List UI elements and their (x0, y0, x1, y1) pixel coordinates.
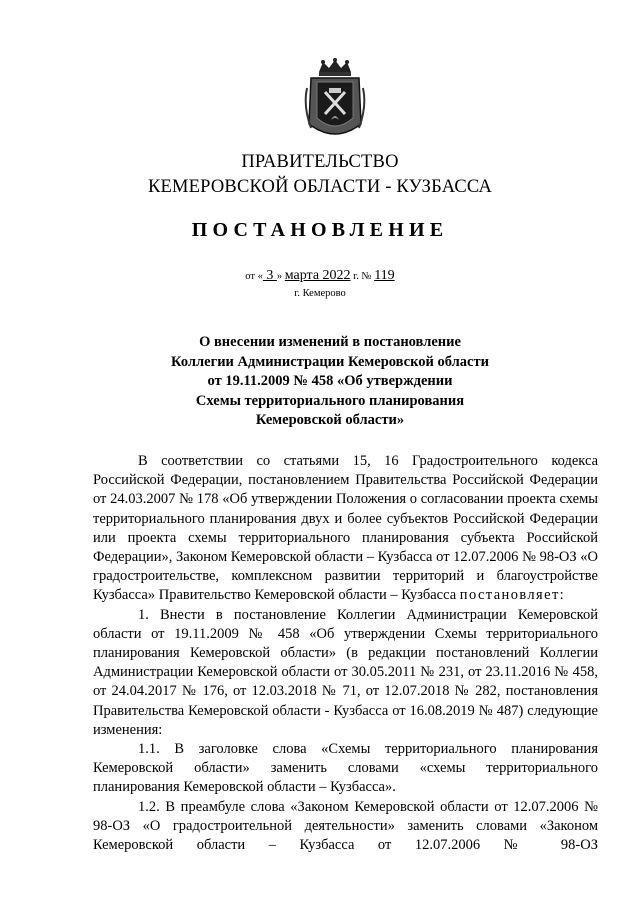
government-title-line2: КЕМЕРОВСКОЙ ОБЛАСТИ - КУЗБАССА (147, 177, 493, 197)
coat-of-arms-emblem (301, 58, 369, 144)
date-number-line (0, 268, 640, 284)
preamble-text: В соответствии со статьями 15, 16 Градостроительного кодекса Российской Федерации, постановлением Правительства Российской Федерации от 24.03.2007 № 178 «Об утверждении Положения о согласовании проекта схемы территориального планирования двух и более субъектов Российской Федерации или проекта схемы территориального планирования субъекта Российской Федерации», Законом Кемеровской области – Кузбасса от 12.07.2006 № 98-ОЗ «О градостроительстве, комплексном развитии территорий и благоустройстве Кузбасса» Правительство Кемеровской области – Кузбасса (93, 453, 598, 604)
government-title-line1: ПРАВИТЕЛЬСТВО (241, 152, 399, 172)
decree-word: постановляет: (459, 587, 566, 604)
document-number: 119 (374, 268, 395, 283)
city-label: г. Кемерово (294, 288, 346, 299)
date-day: 3 (262, 268, 277, 283)
subject-line: от 19.11.2009 № 458 «Об утверждении (207, 373, 453, 389)
document-type-heading: ПОСТАНОВЛЕНИЕ (191, 219, 449, 241)
document-subject (10, 333, 640, 431)
paragraph-1-2: 1.2. В преамбуле слова «Законом Кемеровской области от 12.07.2006 № 98-ОЗ «О градостроительной деятельности» заменить словами «Законом Кемеровской области – Кузбасса от 12.07.2006 № 98-ОЗ (93, 798, 598, 854)
subject-line: О внесении изменений в постановление (199, 334, 461, 350)
number-prefix: № (358, 271, 375, 282)
date-prefix: от « (245, 271, 263, 282)
date-month-year: марта 2022 (284, 268, 351, 283)
subject-line: Коллегии Администрации Кемеровской области (171, 353, 489, 370)
preamble-paragraph (93, 452, 598, 606)
paragraph-1-1: 1.1. В заголовке слова «Схемы территориального планирования Кемеровской области» заменить словами «схемы территориального планирования Кемеровской области – Кузбасса». (93, 741, 598, 796)
document-body (93, 452, 598, 855)
date-mid: » (276, 271, 285, 282)
date-year-suffix: г. (350, 271, 359, 282)
subject-line: Кемеровской области» (255, 412, 405, 428)
subject-line: Схемы территориального планирования (195, 392, 465, 409)
paragraph-1: 1. Внести в постановление Коллегии Администрации Кемеровской области от 19.11.2009 № 458 «Об утверждении Схемы территориального планирования Кемеровской области» (в редакции постановлений Коллегии Администрации Кемеровской области от 30.05.2011 № 231, от 23.11.2016 № 458, от 24.04.2017 № 176, от 12.03.2018 № 71, от 12.07.2018 № 282, постановления Правительства Кемеровской области - Кузбасса от 16.08.2019 № 487) следующие изменения: (93, 606, 598, 738)
